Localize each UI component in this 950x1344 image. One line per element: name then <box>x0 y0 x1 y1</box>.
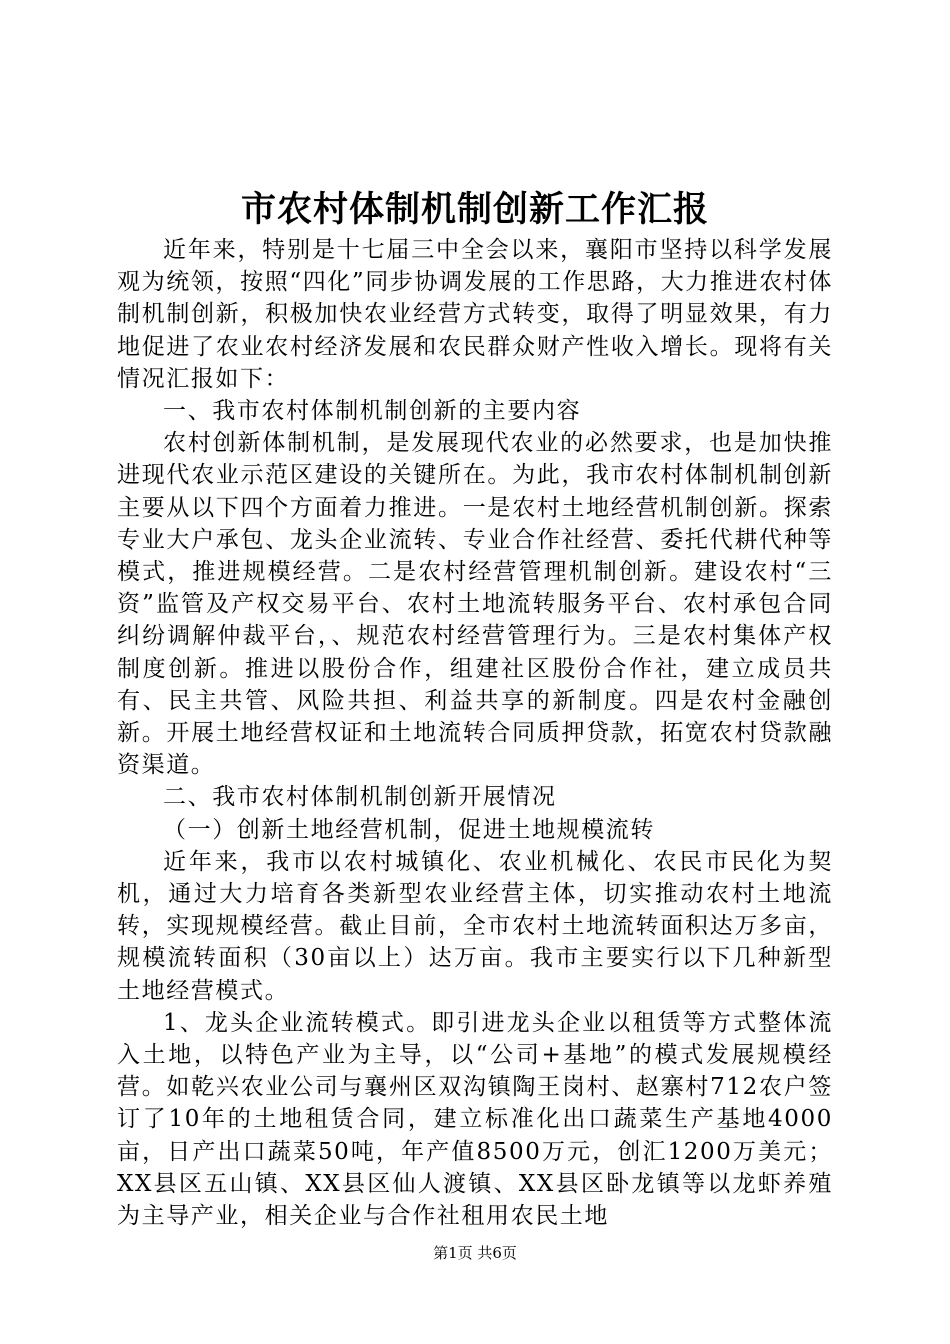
section-heading-2: 二、我市农村体制机制创新开展情况 <box>163 784 557 811</box>
paragraph-main-content: 农村创新体制机制，是发展现代农业的必然要求，也是加快推进现代农业示范区建设的关键所在。为此，我市农村体制机制创新主要从以下四个方面着力推进。一是农村土地经营机制创新。探索专业大户承包、龙头企业流转、专业合作社经营、委托代耕代种等模式，推进规模经营。二是农村经营管理机制创新。建设农村“三资”监管及产权交易平台、农村土地流转服务平台、农村承包合同纠纷调解仲裁平台，、规范农村经营管理行为。三是农村集体产权制度创新。推进以股份合作，组建社区股份合作社，建立成员共有、民主共管、风险共担、利益共享的新制度。四是农村金融创新。开展土地经营权证和土地流转合同质押贷款，拓宽农村贷款融资渠道。 <box>117 430 833 779</box>
paragraph-enterprise-model: 1、龙头企业流转模式。即引进龙头企业以租赁等方式整体流入土地，以特色产业为主导，以“公司+基地”的模式发展规模经营。如乾兴农业公司与襄州区双沟镇陶王岗村、赵寨村712农户签订了10年的土地租赁合同，建立标准化出口蔬菜生产基地4000亩，日产出口蔬菜50吨，年产值8500万元，创汇1200万美元；XX县区五山镇、XX县区仙人渡镇、XX县区卧龙镇等以龙虾养殖为主导产业，相关企业与合作社租用农民土地 <box>117 1009 833 1230</box>
paragraph-land-transfer: 近年来，我市以农村城镇化、农业机械化、农民市民化为契机，通过大力培育各类新型农业经营主体，切实推动农村土地流转，实现规模经营。截止目前，全市农村土地流转面积达万多亩，规模流转面积（30亩以上）达万亩。我市主要实行以下几种新型土地经营模式。 <box>117 848 833 1004</box>
subsection-heading-1: （一）创新土地经营机制，促进土地规模流转 <box>163 816 655 843</box>
document-title: 市农村体制机制创新工作汇报 <box>240 189 709 230</box>
page-footer: 第1页 共6页 <box>433 1244 517 1262</box>
document-body <box>117 234 833 1232</box>
paragraph-intro: 近年来，特别是十七届三中全会以来，襄阳市坚持以科学发展观为统领，按照“四化”同步协调发展的工作思路，大力推进农村体制机制创新，积极加快农业经营方式转变，取得了明显效果，有力地促进了农业农村经济发展和农民群众财产性收入增长。现将有关情况汇报如下： <box>117 237 833 392</box>
section-heading-1: 一、我市农村体制机制创新的主要内容 <box>163 398 582 425</box>
